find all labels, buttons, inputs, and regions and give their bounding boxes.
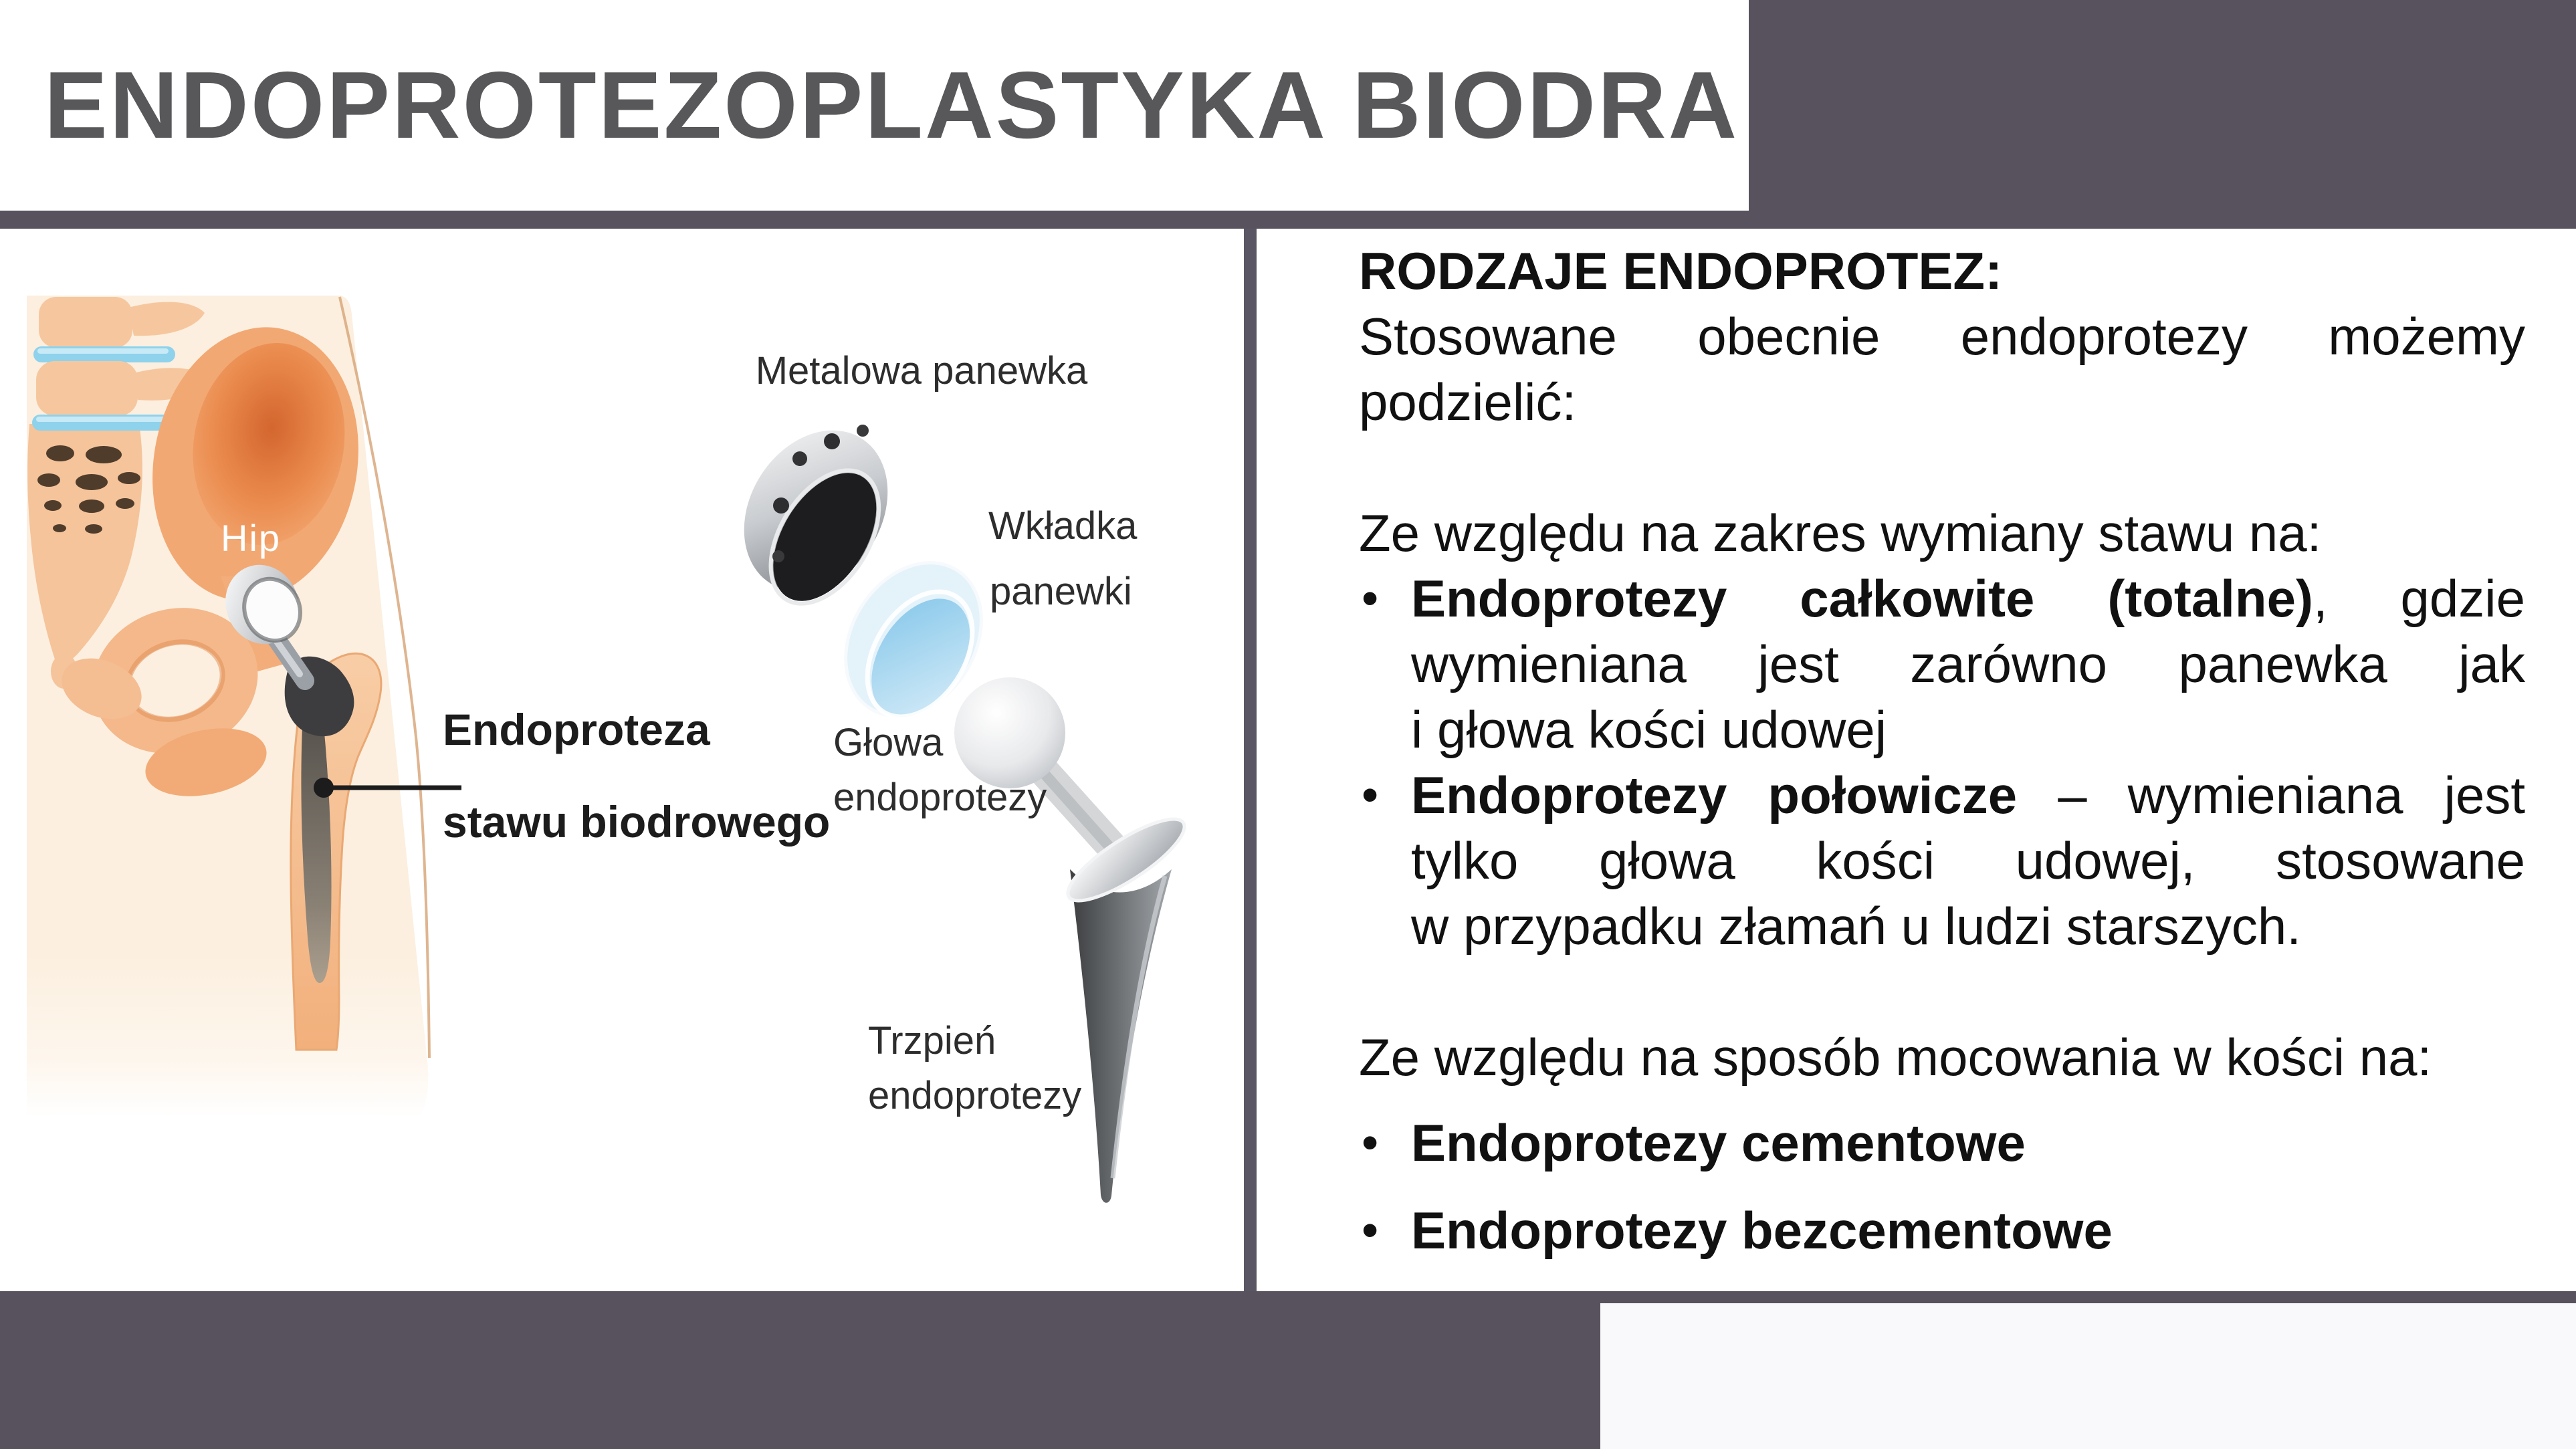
bullet1-line3: i głowa kości udowej	[1411, 700, 1887, 759]
header-accent-block	[1749, 0, 2576, 221]
hip-label: Hip	[221, 517, 282, 559]
implant-label-line1: Endoproteza	[443, 705, 710, 754]
bullet3-bold: Endoprotezy cementowe	[1411, 1113, 2026, 1172]
bullet2-line1	[1411, 762, 2525, 828]
bullet2-rest: – wymieniana jest	[2017, 766, 2525, 824]
bullet-item-cemented	[1359, 1110, 2525, 1176]
content-panel	[1359, 238, 2525, 1263]
header-rule	[0, 211, 2576, 229]
implant-label-line2: stawu biodrowego	[443, 797, 831, 847]
bullet2-line3: w przypadku złamań u ludzi starszych.	[1411, 897, 2301, 956]
hip-anatomy-illustration	[0, 229, 1244, 1292]
footer-white-block	[1600, 1303, 2576, 1449]
bullet2-line2: tylko głowa kości udowej, stosowane	[1411, 831, 2525, 890]
stem-label-line1: Trzpień	[868, 1019, 996, 1063]
intro-line-2: podzielić:	[1359, 372, 1577, 431]
bullet1-rest: , gdzie	[2313, 569, 2525, 628]
liner-label-line2: panewki	[990, 570, 1132, 613]
hip-illustration-panel	[0, 229, 1244, 1292]
section-heading: RODZAJE ENDOPROTEZ:	[1359, 241, 2003, 300]
bullet1-line1	[1411, 566, 2525, 631]
page-title: ENDOPROTEZOPLASTYKA BIODRA	[44, 51, 1739, 158]
stem-component	[954, 677, 1194, 1203]
head-ball	[954, 677, 1065, 788]
bullet1-line2: wymieniana jest zarówno panewka jak	[1411, 635, 2525, 693]
title-bar	[0, 0, 1749, 211]
head-label-line1: Głowa	[833, 721, 944, 764]
bullet-item-cementless	[1359, 1198, 2525, 1263]
section1-title: Ze względu na zakres wymiany stawu na:	[1359, 504, 2322, 562]
liner-label-line1: Wkładka	[988, 504, 1138, 548]
intro-line-1: Stosowane obecnie endoprotezy możemy	[1359, 307, 2525, 366]
metal-cup-label: Metalowa panewka	[755, 349, 1088, 393]
bullet1-bold: Endoprotezy całkowite (totalne)	[1411, 569, 2313, 628]
head-label-line2: endoprotezy	[833, 776, 1047, 819]
section2-title: Ze względu na sposób mocowania w kości na:	[1359, 1028, 2432, 1087]
stem-label-line2: endoprotezy	[868, 1074, 1082, 1117]
column-divider	[1244, 229, 1257, 1291]
bullet2-bold: Endoprotezy połowicze	[1411, 766, 2018, 824]
bullet-item-total	[1359, 566, 2525, 762]
bullet-item-partial	[1359, 762, 2525, 959]
bullet4-bold: Endoprotezy bezcementowe	[1411, 1201, 2113, 1260]
